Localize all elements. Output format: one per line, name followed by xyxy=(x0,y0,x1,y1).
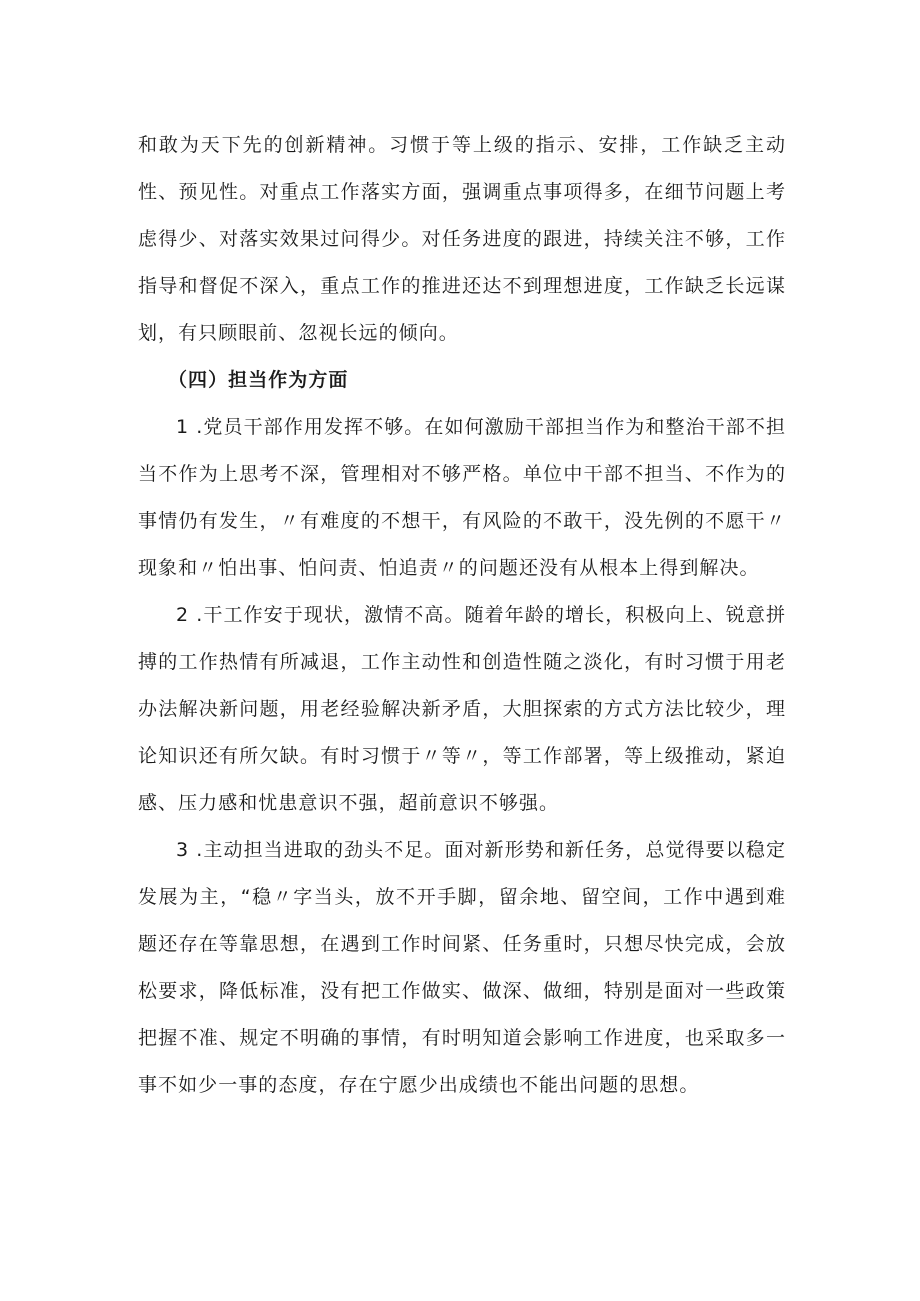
document-page xyxy=(138,122,786,1109)
section-heading: （四）担当作为方面 xyxy=(168,369,349,391)
body-paragraph-item-2: 2 .干工作安于现状，激情不高。随着年龄的增长，积极向上、锐意拼搏的工作热情有所减退，工作主动性和创造性随之淡化，有时习惯于用老办法解决新问题，用老经验解决新矛盾，大胆探索的方式方法比较少，理论知识还有所欠缺。有时习惯于〃等〃，等工作部署，等上级推动，紧迫感、压力感和忧患意识不强，超前意识不够强。 xyxy=(138,604,786,814)
body-paragraph-continuation: 和敢为天下先的创新精神。习惯于等上级的指示、安排，工作缺乏主动性、预见性。对重点工作落实方面，强调重点事项得多，在细节问题上考虑得少、对落实效果过问得少。对任务进度的跟进，持续关注不够，工作指导和督促不深入，重点工作的推进还达不到理想进度，工作缺乏长远谋划，有只顾眼前、忽视长远的倾向。 xyxy=(138,134,786,344)
body-paragraph-item-3: 3 .主动担当进取的劲头不足。面对新形势和新任务，总觉得要以稳定发展为主，“稳〃字当头，放不开手脚，留余地、留空间，工作中遇到难题还存在等靠思想，在遇到工作时间紧、任务重时，只想尽快完成，会放松要求，降低标准，没有把工作做实、做深、做细，特别是面对一些政策把握不准、规定不明确的事情，有时明知道会影响工作进度，也采取多一事不如少一事的态度，存在宁愿少出成绩也不能出问题的思想。 xyxy=(138,839,786,1096)
body-paragraph-item-1: 1 .党员干部作用发挥不够。在如何激励干部担当作为和整治干部不担当不作为上思考不深，管理相对不够严格。单位中干部不担当、不作为的事情仍有发生，〃有难度的不想干，有风险的不敢干，没先例的不愿干〃现象和〃怕出事、怕问责、怕追责〃的问题还没有从根本上得到解决。 xyxy=(138,416,786,579)
